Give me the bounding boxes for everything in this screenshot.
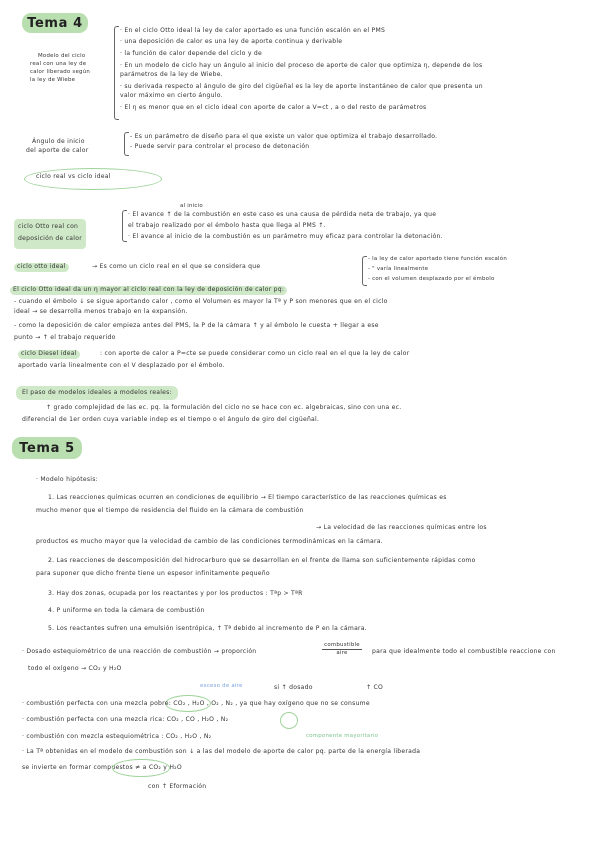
angulo-bullet: - Es un parámetro de diseño para el que existe un valor que optimiza el trabajo desarrollado. (130, 133, 438, 140)
hipotesis-item: productos es mucho mayor que la velocidad de cambio de las condiciones termodinámicas en la cámara. (36, 538, 383, 545)
fraction-denominator: aire (336, 650, 348, 656)
modelo-label-line: Modelo del ciclo (38, 53, 86, 59)
modelo-label-line: calor liberado según (30, 69, 91, 75)
otto-reason: - cuando el émbolo ↓ se sigue aportando calor , como el Volumen es mayor la Tª y P son menores que en el ciclo (14, 298, 388, 305)
n2-oval (280, 712, 298, 729)
al-inicio-note: al inicio (180, 203, 203, 209)
hipotesis-item: 3. Hay dos zonas, ocupada por los reactantes y por los productos : Tªp > TªR (48, 590, 303, 597)
brace-otto-real (122, 210, 127, 242)
bullet-line: · El η es menor que en el ciclo ideal con aporte de calor a V=ct , a o del resto de parámetros (120, 104, 427, 111)
bullet-line: valor máximo en cierto ángulo. (120, 92, 223, 99)
hipotesis-label: · Modelo hipótesis: (36, 476, 98, 483)
otto-ideal-condition: - la ley de calor aportado tiene función escalón (368, 256, 508, 262)
hipotesis-item: 2. Las reacciones de descomposición del hidrocarburo que se desarrollan en el frente de llama son suficientemente rápidas como (48, 557, 476, 564)
combustion-line: se invierte en formar compuestos ≠ a CO₂ y H₂O (22, 764, 182, 771)
paso-text: ↑ grado complejidad de las ec. pq. la formulación del ciclo no se hace con ec. algebraicas, sino con una ec. (46, 404, 402, 411)
otto-reason: punto → ↑ el trabajo requerido (14, 334, 116, 341)
tema4-title: Tema 4 (22, 13, 88, 33)
arrow-co-note: ↑ CO (366, 684, 384, 691)
bullet-line: · una deposición de calor es una ley de aporte continua y derivable (120, 38, 343, 45)
otto-real-bullet: · El avance ↑ de la combustión en este caso es una causa de pérdida neta de trabajo, ya que (128, 211, 437, 218)
hipotesis-item: mucho menor que el tiempo de residencia del fluido en la cámara de combustión (36, 507, 304, 514)
combustion-line: · combustión perfecta con una mezcla rica: CO₂ , CO , H₂O , N₂ (22, 716, 229, 723)
angulo-label-line: del aporte de calor (26, 147, 89, 154)
modelo-label-line: la ley de Wiebe (30, 77, 76, 83)
diesel-label: ciclo Diesel ideal (18, 350, 80, 359)
exceso-aire-note: exceso de aire (200, 683, 243, 689)
ciclo-real-label: ciclo real vs ciclo ideal (36, 173, 111, 180)
bullet-line: · la función de calor depende del ciclo y de (120, 50, 262, 57)
bullet-line: · En un modelo de ciclo hay un ángulo al inicio del proceso de aporte de calor que optimiza η, depende de los (120, 62, 483, 69)
paso-label: El paso de modelos ideales a modelos reales: (16, 386, 178, 400)
otto-ideal-text: → Es como un ciclo real en el que se considera que (92, 263, 261, 270)
otto-real-bullet: · El avance al inicio de la combustión es un parámetro muy eficaz para controlar la detonación. (128, 233, 443, 240)
hipotesis-item: → La velocidad de las reacciones químicas entre los (316, 524, 487, 531)
modelo-label-line: real con una ley de (30, 61, 87, 67)
otto-real-label (14, 219, 86, 249)
paso-text: diferencial de 1er orden cuya variable indep es el tiempo o el ángulo de giro del cigüeñal. (22, 416, 320, 423)
angulo-bullet: - Puede servir para controlar el proceso de detonación (130, 143, 310, 150)
otto-ideal-label: ciclo otto ideal (14, 263, 69, 272)
bullet-line: · su derivada respecto al ángulo de giro del cigüeñal es la ley de aporte instantáneo de calor que presenta un (120, 83, 483, 90)
otto-ideal-condition: - " varía linealmente (368, 266, 429, 272)
combustion-line: · La Tª obtenidas en el modelo de combustión son ↓ a las del modelo de aporte de calor pq. parte de la energía liberada (22, 748, 421, 755)
otto-reason: ideal → se desarrolla menos trabajo en la expansión. (14, 308, 188, 315)
fraction-combustible-aire (320, 642, 364, 657)
componente-mayoritario-note: componente mayoritario (306, 733, 379, 739)
con-formacion-note: con ↑ Eformación (148, 783, 207, 790)
otto-ideal-long: El ciclo Otto ideal da un η mayor al ciclo real con la ley de deposición de calor pq: (10, 286, 287, 295)
brace-angulo (124, 132, 129, 156)
dosado-line: · Dosado estequiométrico de una reacción de combustión → proporción (22, 648, 257, 655)
hipotesis-item: 5. Los reactantes sufren una emulsión isentrópica, ↑ Tª debido al incremento de P en la cámara. (48, 625, 367, 632)
compuestos-oval (112, 759, 170, 777)
si-dosado-note: si ↑ dosado (274, 684, 313, 691)
angulo-label-line: Ángulo de inicio (32, 138, 85, 145)
combustion-line: · combustión con mezcla estequiométrica : CO₂ , H₂O , N₂ (22, 733, 212, 740)
hipotesis-item: 1. Las reacciones químicas ocurren en condiciones de equilibrio → El tiempo característico de las reacciones químicas es (48, 494, 447, 501)
hipotesis-item: 4. P uniforme en toda la cámara de combustión (48, 607, 205, 614)
brace-otto-ideal (362, 256, 367, 286)
otto-real-label-line: deposición de calor (18, 235, 82, 242)
bullet-line: · En el ciclo Otto ideal la ley de calor aportado es una función escalón en el PMS (120, 27, 386, 34)
bullet-line: parámetros de la ley de Wiebe. (120, 71, 223, 78)
otto-real-bullet: el trabajo realizado por el émbolo hasta que llega al PMS ↑. (128, 222, 326, 229)
dosado-line: para que idealmente todo el combustible reaccione con (372, 648, 556, 655)
combustion-line: · combustión perfecta con una mezcla pobre: CO₂ , H₂O , O₂ , N₂ , ya que hay oxígeno que no se consume (22, 700, 370, 707)
tema5-title: Tema 5 (12, 437, 82, 459)
hipotesis-item: para suponer que dicho frente tiene un espesor infinitamente pequeño (36, 570, 270, 577)
diesel-text: : con aporte de calor a P=cte se puede considerar como un ciclo real en el que la ley de calor (100, 350, 410, 357)
otto-real-label-line: ciclo Otto real con (18, 223, 79, 230)
otto-reason: - como la deposición de calor empieza antes del PMS, la P de la cámara ↑ y al émbolo le cuesta + llegar a ese (14, 322, 379, 329)
dosado-line: todo el oxígeno → CO₂ y H₂O (28, 665, 122, 672)
otto-ideal-condition: - con el volumen desplazado por el émbolo (368, 276, 495, 282)
fraction-numerator: combustible (324, 642, 360, 648)
brace-modelo (114, 26, 119, 120)
diesel-text: aportado varía linealmente con el V desplazado por el émbolo. (18, 362, 225, 369)
